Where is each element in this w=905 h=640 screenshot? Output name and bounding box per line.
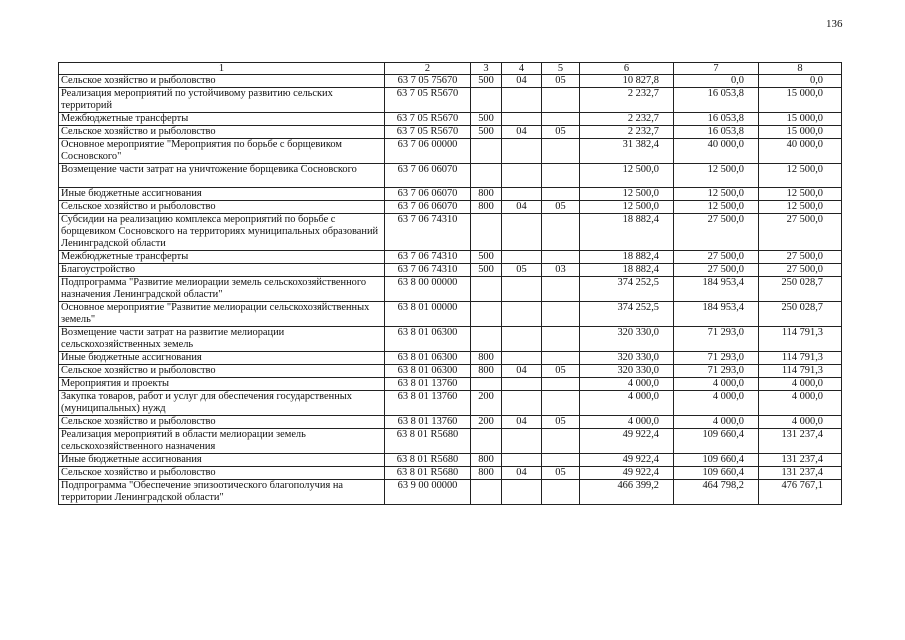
row-amount-year2-cell: 27 500,0 [674, 251, 759, 264]
row-code-cell: 63 8 01 13760 [385, 391, 471, 416]
row-amount-year3-cell: 12 500,0 [759, 164, 842, 188]
row-expense-type-cell: 800 [471, 188, 502, 201]
table-row [59, 378, 842, 391]
table-row [59, 88, 842, 113]
row-expense-type-cell: 200 [471, 391, 502, 416]
row-code-cell: 63 7 05 R5670 [385, 88, 471, 113]
row-amount-year2-cell: 184 953,4 [674, 277, 759, 302]
row-expense-type-cell: 200 [471, 416, 502, 429]
row-section-cell [502, 188, 542, 201]
row-name-cell: Благоустройство [59, 264, 385, 277]
row-amount-year1-cell: 49 922,4 [580, 467, 674, 480]
row-code-cell: 63 8 00 00000 [385, 277, 471, 302]
row-amount-year2-cell: 464 798,2 [674, 480, 759, 505]
row-expense-type-cell [471, 277, 502, 302]
row-amount-year2-cell: 71 293,0 [674, 352, 759, 365]
row-name-cell: Возмещение части затрат на уничтожение борщевика Сосновского [59, 164, 385, 188]
row-expense-type-cell [471, 378, 502, 391]
table-row [59, 429, 842, 454]
row-subsection-cell [542, 429, 580, 454]
row-amount-year3-cell: 131 237,4 [759, 454, 842, 467]
row-name-cell: Возмещение части затрат на развитие мелиорации сельскохозяйственных земель [59, 327, 385, 352]
row-section-cell: 05 [502, 264, 542, 277]
row-code-cell: 63 7 06 74310 [385, 251, 471, 264]
row-amount-year2-cell: 16 053,8 [674, 88, 759, 113]
row-subsection-cell: 05 [542, 416, 580, 429]
row-amount-year1-cell: 2 232,7 [580, 126, 674, 139]
table-row [59, 214, 842, 251]
budget-table [58, 62, 842, 505]
row-amount-year2-cell: 27 500,0 [674, 264, 759, 277]
row-name-cell: Сельское хозяйство и рыболовство [59, 201, 385, 214]
row-amount-year1-cell: 18 882,4 [580, 214, 674, 251]
table-header-row [59, 63, 842, 75]
row-amount-year1-cell: 18 882,4 [580, 251, 674, 264]
table-row [59, 352, 842, 365]
row-name-cell: Иные бюджетные ассигнования [59, 454, 385, 467]
row-subsection-cell [542, 277, 580, 302]
row-subsection-cell [542, 188, 580, 201]
row-amount-year3-cell: 12 500,0 [759, 188, 842, 201]
row-amount-year3-cell: 27 500,0 [759, 251, 842, 264]
row-code-cell: 63 8 01 R5680 [385, 454, 471, 467]
page-number: 136 [826, 18, 843, 30]
row-name-cell: Сельское хозяйство и рыболовство [59, 416, 385, 429]
row-expense-type-cell [471, 139, 502, 164]
table-row [59, 264, 842, 277]
row-name-cell: Сельское хозяйство и рыболовство [59, 75, 385, 88]
table-row [59, 416, 842, 429]
row-subsection-cell [542, 214, 580, 251]
row-amount-year2-cell: 4 000,0 [674, 416, 759, 429]
row-section-cell [502, 302, 542, 327]
row-amount-year3-cell: 4 000,0 [759, 416, 842, 429]
row-name-cell: Иные бюджетные ассигнования [59, 352, 385, 365]
row-amount-year3-cell: 131 237,4 [759, 467, 842, 480]
row-amount-year3-cell: 114 791,3 [759, 327, 842, 352]
row-name-cell: Подпрограмма "Обеспечение эпизоотического благополучия на территории Ленинградской области" [59, 480, 385, 505]
row-expense-type-cell [471, 429, 502, 454]
row-amount-year2-cell: 4 000,0 [674, 378, 759, 391]
row-section-cell [502, 454, 542, 467]
row-expense-type-cell: 800 [471, 201, 502, 214]
row-expense-type-cell: 500 [471, 264, 502, 277]
table-row [59, 467, 842, 480]
row-amount-year3-cell: 15 000,0 [759, 88, 842, 113]
row-amount-year3-cell: 40 000,0 [759, 139, 842, 164]
row-subsection-cell [542, 391, 580, 416]
row-amount-year1-cell: 12 500,0 [580, 188, 674, 201]
row-name-cell: Иные бюджетные ассигнования [59, 188, 385, 201]
row-expense-type-cell: 800 [471, 352, 502, 365]
row-amount-year1-cell: 4 000,0 [580, 378, 674, 391]
row-amount-year2-cell: 71 293,0 [674, 327, 759, 352]
row-section-cell: 04 [502, 126, 542, 139]
row-amount-year2-cell: 109 660,4 [674, 454, 759, 467]
row-name-cell: Закупка товаров, работ и услуг для обеспечения государственных (муниципальных) нужд [59, 391, 385, 416]
table-row [59, 302, 842, 327]
row-subsection-cell: 05 [542, 126, 580, 139]
row-code-cell: 63 7 06 74310 [385, 214, 471, 251]
row-section-cell [502, 378, 542, 391]
row-code-cell: 63 8 01 R5680 [385, 467, 471, 480]
table-row [59, 454, 842, 467]
row-expense-type-cell: 500 [471, 251, 502, 264]
table-row [59, 327, 842, 352]
row-code-cell: 63 8 01 13760 [385, 416, 471, 429]
row-amount-year2-cell: 0,0 [674, 75, 759, 88]
row-expense-type-cell: 500 [471, 75, 502, 88]
row-amount-year1-cell: 49 922,4 [580, 429, 674, 454]
table-row [59, 251, 842, 264]
row-section-cell [502, 327, 542, 352]
row-expense-type-cell [471, 302, 502, 327]
row-section-cell [502, 277, 542, 302]
row-amount-year1-cell: 12 500,0 [580, 164, 674, 188]
row-section-cell [502, 480, 542, 505]
row-name-cell: Сельское хозяйство и рыболовство [59, 365, 385, 378]
table-row [59, 201, 842, 214]
row-name-cell: Субсидии на реализацию комплекса мероприятий по борьбе с борщевиком Сосновского на территориях муниципальных образований Ленинградской области [59, 214, 385, 251]
row-code-cell: 63 9 00 00000 [385, 480, 471, 505]
row-amount-year2-cell: 12 500,0 [674, 188, 759, 201]
row-subsection-cell: 03 [542, 264, 580, 277]
table-body [59, 63, 842, 505]
row-section-cell [502, 352, 542, 365]
row-code-cell: 63 7 06 74310 [385, 264, 471, 277]
row-amount-year2-cell: 71 293,0 [674, 365, 759, 378]
row-amount-year3-cell: 114 791,3 [759, 352, 842, 365]
row-section-cell: 04 [502, 416, 542, 429]
row-amount-year1-cell: 466 399,2 [580, 480, 674, 505]
row-code-cell: 63 8 01 06300 [385, 352, 471, 365]
row-section-cell [502, 391, 542, 416]
row-name-cell: Основное мероприятие "Развитие мелиорации сельскохозяйственных земель" [59, 302, 385, 327]
row-amount-year1-cell: 374 252,5 [580, 277, 674, 302]
row-amount-year3-cell: 4 000,0 [759, 391, 842, 416]
row-amount-year1-cell: 49 922,4 [580, 454, 674, 467]
column-header: 5 [542, 63, 580, 75]
row-amount-year3-cell: 27 500,0 [759, 264, 842, 277]
row-amount-year3-cell: 15 000,0 [759, 126, 842, 139]
row-name-cell: Подпрограмма "Развитие мелиорации земель сельскохозяйственного назначения Ленинградской области" [59, 277, 385, 302]
row-code-cell: 63 7 05 R5670 [385, 113, 471, 126]
table-row [59, 188, 842, 201]
row-amount-year3-cell: 250 028,7 [759, 302, 842, 327]
row-name-cell: Межбюджетные трансферты [59, 251, 385, 264]
row-amount-year3-cell: 12 500,0 [759, 201, 842, 214]
row-amount-year3-cell: 15 000,0 [759, 113, 842, 126]
row-amount-year1-cell: 2 232,7 [580, 113, 674, 126]
row-code-cell: 63 8 01 13760 [385, 378, 471, 391]
row-code-cell: 63 7 06 06070 [385, 188, 471, 201]
row-section-cell: 04 [502, 467, 542, 480]
column-header: 8 [759, 63, 842, 75]
column-header: 6 [580, 63, 674, 75]
row-expense-type-cell [471, 214, 502, 251]
row-section-cell [502, 113, 542, 126]
row-name-cell: Реализация мероприятий по устойчивому развитию сельских территорий [59, 88, 385, 113]
row-expense-type-cell [471, 480, 502, 505]
row-code-cell: 63 7 06 00000 [385, 139, 471, 164]
row-subsection-cell [542, 327, 580, 352]
row-amount-year1-cell: 320 330,0 [580, 327, 674, 352]
row-name-cell: Реализация мероприятий в области мелиорации земель сельскохозяйственного назначения [59, 429, 385, 454]
row-section-cell [502, 88, 542, 113]
row-code-cell: 63 7 06 06070 [385, 164, 471, 188]
table-row [59, 277, 842, 302]
row-section-cell [502, 164, 542, 188]
row-amount-year3-cell: 27 500,0 [759, 214, 842, 251]
row-amount-year2-cell: 16 053,8 [674, 126, 759, 139]
row-subsection-cell [542, 139, 580, 164]
column-header: 2 [385, 63, 471, 75]
row-subsection-cell [542, 164, 580, 188]
row-amount-year1-cell: 18 882,4 [580, 264, 674, 277]
row-amount-year2-cell: 4 000,0 [674, 391, 759, 416]
row-code-cell: 63 8 01 06300 [385, 365, 471, 378]
row-amount-year2-cell: 109 660,4 [674, 467, 759, 480]
table-row [59, 126, 842, 139]
row-expense-type-cell: 500 [471, 113, 502, 126]
row-code-cell: 63 8 01 00000 [385, 302, 471, 327]
row-expense-type-cell [471, 164, 502, 188]
row-amount-year1-cell: 2 232,7 [580, 88, 674, 113]
row-expense-type-cell: 800 [471, 454, 502, 467]
row-subsection-cell: 05 [542, 75, 580, 88]
row-subsection-cell [542, 251, 580, 264]
row-expense-type-cell: 800 [471, 365, 502, 378]
row-subsection-cell [542, 480, 580, 505]
row-section-cell: 04 [502, 201, 542, 214]
row-subsection-cell [542, 88, 580, 113]
row-name-cell: Сельское хозяйство и рыболовство [59, 467, 385, 480]
row-amount-year1-cell: 320 330,0 [580, 365, 674, 378]
column-header: 1 [59, 63, 385, 75]
row-subsection-cell [542, 454, 580, 467]
row-expense-type-cell [471, 327, 502, 352]
table-row [59, 75, 842, 88]
row-amount-year1-cell: 374 252,5 [580, 302, 674, 327]
row-name-cell: Сельское хозяйство и рыболовство [59, 126, 385, 139]
row-subsection-cell [542, 352, 580, 365]
row-section-cell [502, 251, 542, 264]
row-amount-year1-cell: 4 000,0 [580, 391, 674, 416]
table-row [59, 391, 842, 416]
row-section-cell: 04 [502, 365, 542, 378]
column-header: 4 [502, 63, 542, 75]
row-amount-year2-cell: 184 953,4 [674, 302, 759, 327]
row-code-cell: 63 7 05 R5670 [385, 126, 471, 139]
row-subsection-cell [542, 378, 580, 391]
row-amount-year3-cell: 131 237,4 [759, 429, 842, 454]
row-name-cell: Межбюджетные трансферты [59, 113, 385, 126]
row-expense-type-cell: 800 [471, 467, 502, 480]
row-amount-year1-cell: 12 500,0 [580, 201, 674, 214]
row-amount-year3-cell: 476 767,1 [759, 480, 842, 505]
column-header: 3 [471, 63, 502, 75]
row-code-cell: 63 7 05 75670 [385, 75, 471, 88]
row-expense-type-cell [471, 88, 502, 113]
row-section-cell [502, 139, 542, 164]
row-name-cell: Мероприятия и проекты [59, 378, 385, 391]
table-row [59, 365, 842, 378]
row-amount-year1-cell: 10 827,8 [580, 75, 674, 88]
row-section-cell [502, 214, 542, 251]
row-code-cell: 63 7 06 06070 [385, 201, 471, 214]
row-amount-year3-cell: 4 000,0 [759, 378, 842, 391]
row-subsection-cell [542, 302, 580, 327]
row-amount-year3-cell: 114 791,3 [759, 365, 842, 378]
row-subsection-cell: 05 [542, 365, 580, 378]
table-row [59, 113, 842, 126]
row-subsection-cell [542, 113, 580, 126]
row-amount-year3-cell: 250 028,7 [759, 277, 842, 302]
row-amount-year2-cell: 109 660,4 [674, 429, 759, 454]
row-code-cell: 63 8 01 R5680 [385, 429, 471, 454]
row-amount-year1-cell: 31 382,4 [580, 139, 674, 164]
row-code-cell: 63 8 01 06300 [385, 327, 471, 352]
table-row [59, 164, 842, 188]
table-row [59, 480, 842, 505]
table-row [59, 139, 842, 164]
row-amount-year2-cell: 27 500,0 [674, 214, 759, 251]
column-header: 7 [674, 63, 759, 75]
row-section-cell: 04 [502, 75, 542, 88]
row-expense-type-cell: 500 [471, 126, 502, 139]
row-amount-year2-cell: 12 500,0 [674, 201, 759, 214]
row-amount-year3-cell: 0,0 [759, 75, 842, 88]
row-amount-year1-cell: 4 000,0 [580, 416, 674, 429]
row-subsection-cell: 05 [542, 201, 580, 214]
row-amount-year2-cell: 40 000,0 [674, 139, 759, 164]
row-amount-year2-cell: 16 053,8 [674, 113, 759, 126]
row-section-cell [502, 429, 542, 454]
row-name-cell: Основное мероприятие "Мероприятия по борьбе с борщевиком Сосновского" [59, 139, 385, 164]
row-amount-year2-cell: 12 500,0 [674, 164, 759, 188]
row-subsection-cell: 05 [542, 467, 580, 480]
row-amount-year1-cell: 320 330,0 [580, 352, 674, 365]
